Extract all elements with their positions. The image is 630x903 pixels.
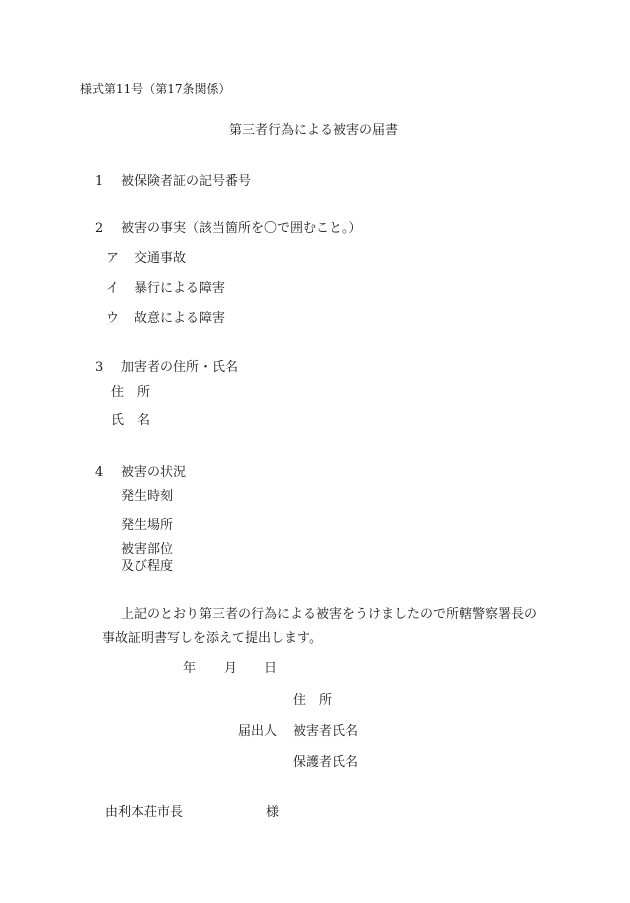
date-year: 年 bbox=[183, 661, 197, 676]
section-3-label: 加害者の住所・氏名 bbox=[121, 360, 239, 375]
occurrence-place-label: 発生場所 bbox=[121, 518, 174, 533]
section-2-number: 2 bbox=[95, 221, 104, 236]
recipient-honorific: 様 bbox=[266, 805, 280, 820]
section-2-label: 被害の事実（該当箇所を〇で囲むこと。） bbox=[121, 221, 362, 236]
applicant-role-label: 届出人 bbox=[238, 724, 278, 739]
statement-line-1: 上記のとおり第三者の行為による被害をうけましたので所轄警察署長の bbox=[121, 607, 538, 622]
section-1-number: 1 bbox=[95, 174, 104, 189]
section-3-number: 3 bbox=[95, 360, 104, 375]
offender-name-label: 氏 名 bbox=[111, 413, 151, 428]
page-title: 第三者行為による被害の届書 bbox=[229, 123, 399, 138]
statement-line-2: 事故証明書写しを添えて提出します。 bbox=[102, 631, 322, 646]
injury-label-line2: 及び程度 bbox=[121, 559, 174, 574]
option-u-label: 故意による障害 bbox=[134, 311, 226, 326]
section-4-number: 4 bbox=[95, 465, 104, 480]
injury-label-line1: 被害部位 bbox=[121, 542, 174, 557]
option-a-key: ア bbox=[106, 251, 120, 266]
form-number: 様式第11号（第17条関係） bbox=[80, 82, 231, 96]
section-1-label: 被保険者証の記号番号 bbox=[121, 174, 252, 189]
victim-name-label: 被害者氏名 bbox=[293, 724, 359, 739]
date-month: 月 bbox=[224, 661, 238, 676]
section-4-label: 被害の状況 bbox=[121, 465, 187, 480]
applicant-address-label: 住 所 bbox=[293, 693, 333, 708]
option-i-key: イ bbox=[106, 281, 120, 296]
offender-address-label: 住 所 bbox=[111, 385, 151, 400]
option-u-key: ウ bbox=[106, 311, 120, 326]
option-i-label: 暴行による障害 bbox=[134, 281, 226, 296]
recipient-name: 由利本荘市長 bbox=[105, 805, 184, 820]
date-day: 日 bbox=[264, 661, 278, 676]
occurrence-time-label: 発生時刻 bbox=[121, 489, 174, 504]
option-a-label: 交通事故 bbox=[134, 251, 187, 266]
guardian-name-label: 保護者氏名 bbox=[293, 755, 359, 770]
